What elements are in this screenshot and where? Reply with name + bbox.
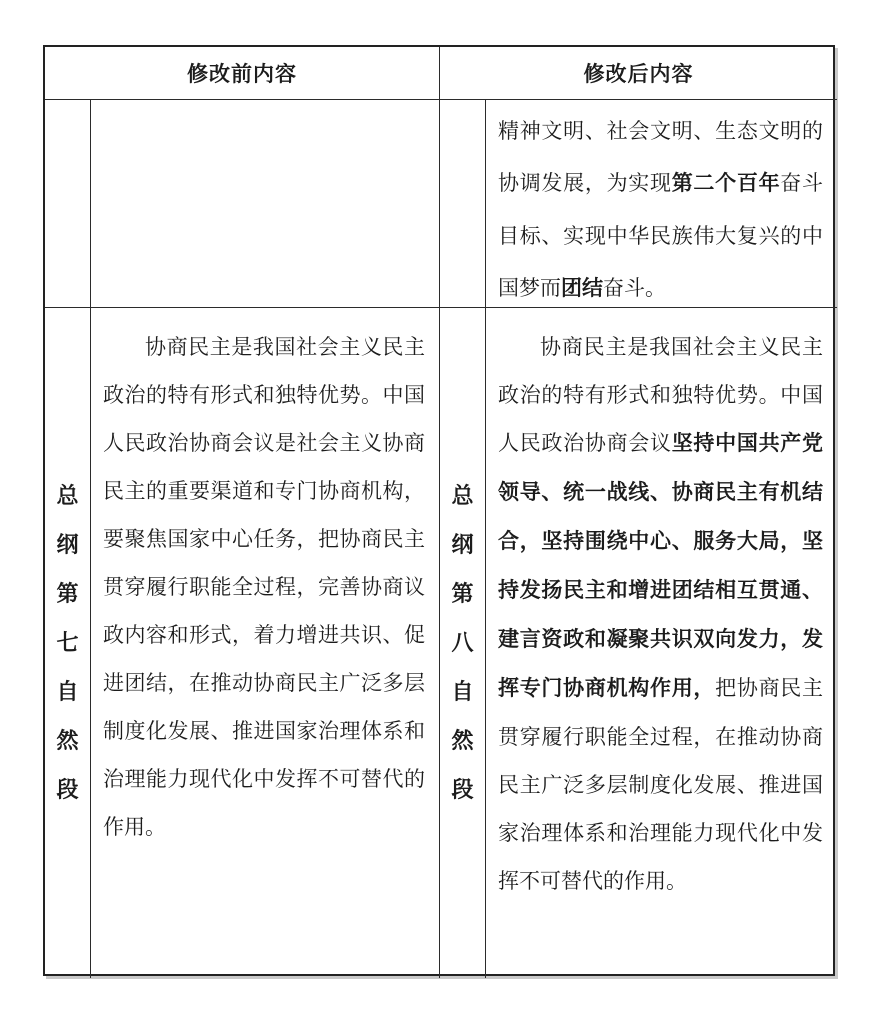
row1-before-content-cell	[90, 99, 439, 307]
row2-before-label: 总 纲 第 七 自 然 段	[45, 307, 90, 978]
header-after-revision: 修改后内容	[439, 47, 837, 99]
row1-before-label-cell	[45, 99, 90, 307]
row1-after-content-cell	[485, 99, 837, 307]
header-before-revision: 修改前内容	[187, 63, 297, 86]
row2-after-content-cell	[485, 307, 837, 978]
row2-after-label: 总 纲 第 八 自 然 段	[439, 307, 485, 978]
row1-after-label-cell	[439, 99, 485, 307]
row2-before-content-cell	[90, 307, 439, 978]
after-paragraph-text: 协商民主是我国社会主义民主政治的特有形式和独特优势。中国人民政治协商会议坚持中国共产党领导、统一战线、协商民主有机结合，坚持围绕中心、服务大局，坚持发扬民主和增进团结相互贯通、建言资政和凝聚共识双向发力，发挥专门协商机构作用，把协商民主贯穿履行职能全过程，在推动协商民主广泛多层制度化发展、推进国家治理体系和治理能力现代化中发挥不可替代的作用。	[498, 335, 824, 893]
after-paragraph-continuation: 精神文明、社会文明、生态文明的协调发展，为实现第二个百年奋斗目标、实现中华民族伟大复兴的中国梦而团结奋斗。	[498, 119, 824, 300]
revision-comparison-table	[43, 45, 835, 976]
before-paragraph-text: 协商民主是我国社会主义民主政治的特有形式和独特优势。中国人民政治协商会议是社会主义协商民主的重要渠道和专门协商机构，要聚焦国家中心任务，把协商民主贯穿履行职能全过程，完善协商议政内容和形式，着力增进共识、促进团结，在推动协商民主广泛多层制度化发展、推进国家治理体系和治理能力现代化中发挥不可替代的作用。	[103, 335, 425, 839]
